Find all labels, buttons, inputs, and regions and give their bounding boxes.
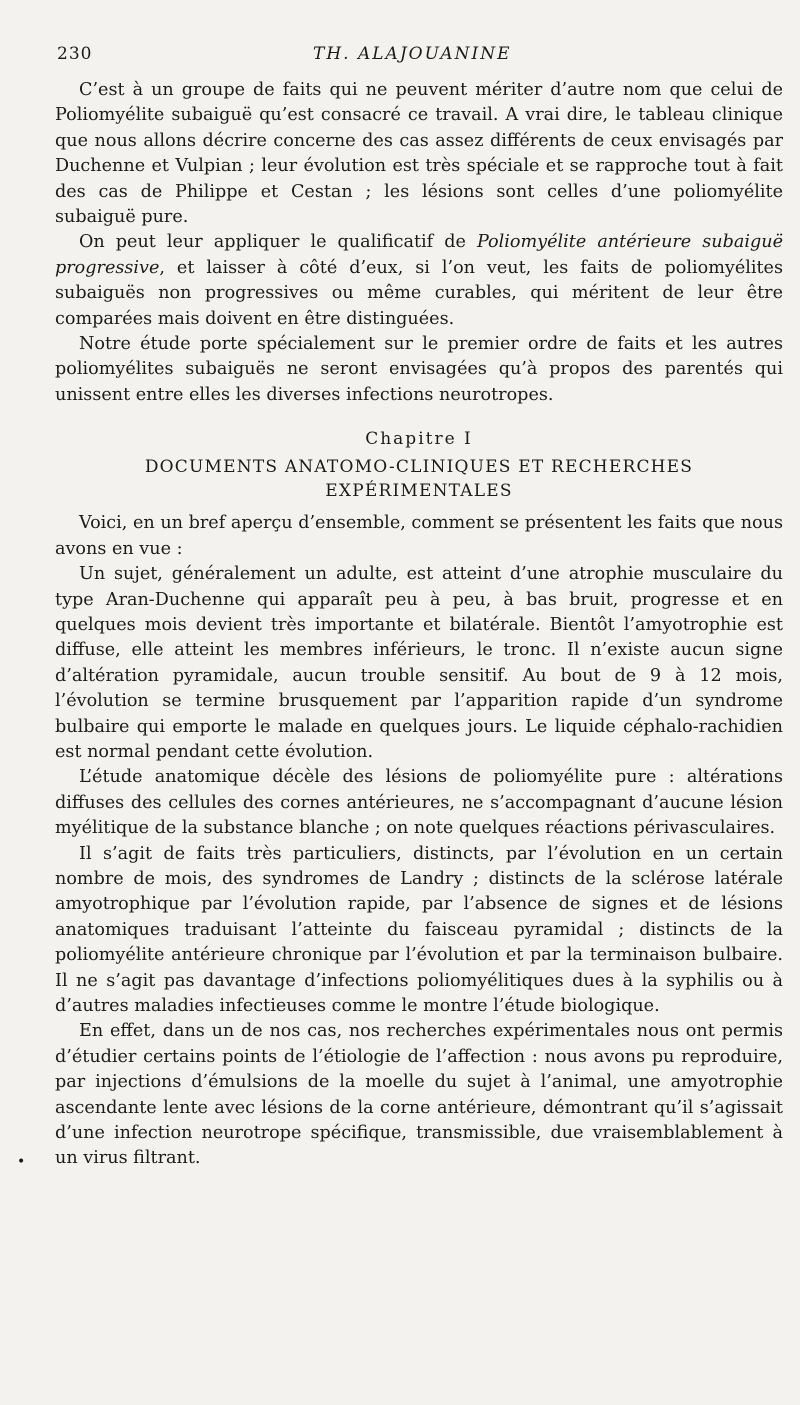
page: [17, 42, 784, 1172]
body-paragraph-2: Un sujet, généralement un adulte, est atteint d’une atrophie musculaire du type Aran-Duchenne qui apparaît peu à peu, à bas bruit, progresse et en quelques mois devient très importante et bilatérale. Bientôt l’amyotrophie est diffuse, elle atteint les membres inférieurs, le tronc. Il n’existe aucun signe d’altération pyramidale, aucun trouble sensitif. Au bout de 9 à 12 mois, l’évolution se termine brusquement par l’apparition rapide d’un syndrome bulbaire qui emporte le malade en quelques jours. Le liquide céphalo-rachidien est normal pendant cette évolution.: [55, 564, 783, 762]
chapter-title-line: EXPÉRIMENTALES: [325, 481, 513, 502]
running-head: TH. ALAJOUANINE: [313, 44, 512, 64]
chapter-label: Chapitre I: [365, 429, 473, 450]
margin-bullet-icon: •: [17, 1153, 26, 1170]
intro-paragraph-2: [55, 230, 783, 332]
chapter-title: [55, 455, 783, 503]
page-number: 230: [57, 44, 93, 64]
intro-paragraph-3: Notre étude porte spécialement sur le premier ordre de faits et les autres poliomyélites subaiguës ne seront envisagées qu’à propos des parentés qui unissent entre elles les diverses infections neurotropes.: [55, 334, 783, 405]
body-paragraph-4: Il s’agit de faits très particuliers, distincts, par l’évolution en un certain nombre de mois, des syndromes de Landry ; distincts de la sclérose latérale amyotrophique par l’évolution rapide, par l’absence de signes et de lésions anatomiques traduisant l’atteinte du faisceau pyramidal ; distincts de la poliomyélite antérieure chronique par l’évolution et par la terminaison bulbaire. Il ne s’agit pas davantage d’infections poliomyélitiques dues à la syphilis ou à d’autres maladies infectieuses comme le montre l’étude biologique.: [55, 843, 783, 1016]
page-header: [55, 42, 783, 78]
paragraph-text: On peut leur appliquer le qualificatif de: [79, 232, 477, 253]
intro-paragraph-1: C’est à un groupe de faits qui ne peuvent mériter d’autre nom que celui de Poliomyélite subaiguë qu’est consacré ce travail. A vrai dire, le tableau clinique que nous allons décrire concerne des cas assez différents de ceux envisagés par Duchenne et Vulpian ; leur évolution est très spéciale et se rapproche tout à fait des cas de Philippe et Cestan ; les lésions sont celles d’une poliomyélite subaiguë pure.: [55, 80, 783, 228]
body-paragraph-1: Voici, en un bref aperçu d’ensemble, comment se présentent les faits que nous avons en vue :: [55, 513, 783, 559]
last-paragraph-wrap: [17, 1019, 783, 1171]
chapter-title-line: DOCUMENTS ANATOMO-CLINIQUES ET RECHERCHES: [144, 457, 694, 478]
italic-term: Poliomyélite antérieure subaiguë progressive: [55, 232, 784, 278]
paragraph-text: , et laisser à côté d’eux, si l’on veut, les faits de poliomyélites subaiguës non progressives ou même curables, qui méritent de leur être comparées mais doivent en être distinguées.: [55, 257, 783, 329]
body-paragraph-5: En effet, dans un de nos cas, nos recherches expérimentales nous ont permis d’étudier certains points de l’étiologie de l’affection : nous avons pu reproduire, par injections d’émulsions de la moelle du sujet à l’animal, une amyotrophie ascendante lente avec lésions de la corne antérieure, démontrant qu’il s’agissait d’une infection neurotrope spécifique, transmissible, due vraisemblablement à un virus filtrant.: [55, 1021, 783, 1169]
body-paragraph-3: L’étude anatomique décèle des lésions de poliomyélite pure : altérations diffuses des cellules des cornes antérieures, ne s’accompagnant d’aucune lésion myélitique de la substance blanche ; on note quelques réactions périvasculaires.: [55, 767, 783, 839]
